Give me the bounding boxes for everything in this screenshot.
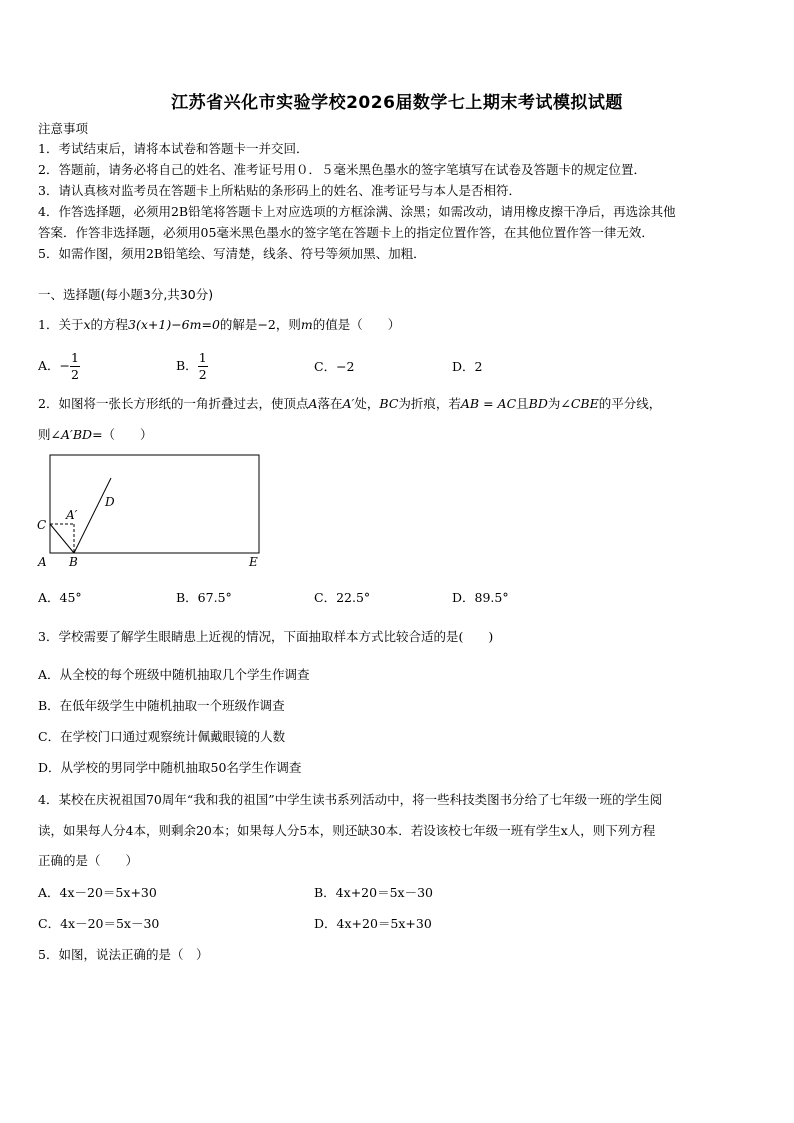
q2-text: 2．如图将一张长方形纸的一角折叠过去，使顶点 xyxy=(38,396,309,411)
q1-text: 的值是（ ） xyxy=(312,317,401,332)
q3-option-b: B．在低年级学生中随机抽取一个班级作调查 xyxy=(38,698,285,713)
question-5-stem: 5．如图，说法正确的是（ ） xyxy=(38,947,209,962)
q1-option-d: D．2 xyxy=(452,359,483,374)
option-label: B． xyxy=(176,358,198,373)
fraction xyxy=(198,350,208,383)
notice-item: 答案．作答非选择题，必须用05毫米黑色墨水的签字笔在答题卡上的指定位置作答，在其他位置作答一律无效． xyxy=(38,225,654,240)
question-2-stem-line2 xyxy=(38,427,153,443)
section-heading: 一、选择题(每小题3分,共30分) xyxy=(38,287,214,302)
q1-equation: 3(x+1)−6m=0 xyxy=(128,317,220,332)
q2-angle: ∠CBE xyxy=(560,396,599,411)
q1-text: 的方程 xyxy=(90,317,129,332)
q1-text: 的解是 xyxy=(219,317,258,332)
q1-solution: −2 xyxy=(257,317,276,332)
q1-var: m xyxy=(300,317,313,332)
notice-item: 5．如需作图，须用2B铅笔绘、写清楚，线条、符号等须加黑、加粗． xyxy=(38,246,426,261)
q4-option-b: B．4x+20＝5x－30 xyxy=(314,885,433,900)
q2-text: 则 xyxy=(38,427,51,442)
q2-condition: AB = AC xyxy=(460,396,517,411)
label-a-prime: A′ xyxy=(66,508,78,522)
q2-option-d: D．89.5° xyxy=(452,590,509,605)
q1-option-c: C．−2 xyxy=(314,359,355,374)
q2-point: A′ xyxy=(342,396,355,411)
numerator: 1 xyxy=(198,350,207,365)
label-b: B xyxy=(69,555,78,569)
q4-option-c: C．4x－20＝5x－30 xyxy=(38,916,160,931)
q2-text: =（ ） xyxy=(92,427,153,442)
q2-text: 处， xyxy=(354,396,380,411)
label-e: E xyxy=(249,555,258,569)
bisector-bd xyxy=(74,478,111,553)
minus-sign: − xyxy=(59,358,71,373)
question-4-stem-line3: 正确的是（ ） xyxy=(38,853,139,868)
q2-option-a: A．45° xyxy=(38,590,82,605)
q1-var: x xyxy=(83,317,91,332)
q1-text: 1．关于 xyxy=(38,317,84,332)
denominator: 2 xyxy=(71,367,79,382)
page-title: 江苏省兴化市实验学校2026届数学七上期末考试模拟试题 xyxy=(171,93,623,113)
label-d: D xyxy=(105,495,115,509)
denominator: 2 xyxy=(198,367,207,382)
q2-text: 落在 xyxy=(317,396,343,411)
q2-text: 为折痕，若 xyxy=(398,396,461,411)
q3-option-d: D．从学校的男同学中随机抽取50名学生作调查 xyxy=(38,760,302,775)
notice-item: 4．作答选择题，必须用2B铅笔将答题卡上对应选项的方框涂满、涂黑；如需改动，请用橡皮擦干净后，再选涂其他 xyxy=(38,204,676,219)
q2-angle: ∠A′BD xyxy=(50,427,93,442)
q4-option-a: A．4x－20＝5x+30 xyxy=(38,885,157,900)
q2-text: 为 xyxy=(547,396,561,411)
notice-item: 3．请认真核对监考员在答题卡上所粘贴的条形码上的姓名、准考证号与本人是否相符． xyxy=(38,183,521,198)
question-1-stem xyxy=(38,317,400,333)
question-4-stem: 4．某校在庆祝祖国70周年“我和我的祖国”中学生读书系列活动中，将一些科技类图书分给了七年级一班的学生阅 xyxy=(38,792,663,807)
q1-option-a xyxy=(38,350,80,383)
q3-option-a: A．从全校的每个班级中随机抽取几个学生作调查 xyxy=(38,667,310,682)
q2-point: A xyxy=(308,396,318,411)
fraction xyxy=(70,350,80,383)
question-4-stem-line2: 读，如果每人分4本，则剩余20本；如果每人分5本，则还缺30本．若设该校七年级一班有学生x人，则下列方程 xyxy=(38,823,656,838)
label-a: A xyxy=(38,555,47,569)
notice-item: 1．考试结束后，请将本试卷和答题卡一并交回． xyxy=(38,141,309,156)
question-2-stem xyxy=(38,396,661,412)
q4-option-d: D．4x+20＝5x+30 xyxy=(314,916,432,931)
q2-figure xyxy=(30,448,270,574)
q2-option-b: B．67.5° xyxy=(176,590,232,605)
notice-heading: 注意事项 xyxy=(38,121,89,136)
question-3-stem: 3．学校需要了解学生眼睛患上近视的情况，下面抽取样本方式比较合适的是( ) xyxy=(38,629,494,644)
q1-text: ，则 xyxy=(275,317,301,332)
q2-segment: BC xyxy=(379,396,399,411)
q3-option-c: C．在学校门口通过观察统计佩戴眼镜的人数 xyxy=(38,729,286,744)
q2-option-c: C．22.5° xyxy=(314,590,371,605)
q2-text: 且 xyxy=(516,396,529,411)
q2-segment: BD xyxy=(528,396,548,411)
numerator: 1 xyxy=(71,350,79,365)
notice-item: 2．答题前，请务必将自己的姓名、准考证号用０．５毫米黑色墨水的签字笔填写在试卷及答题卡的规定位置． xyxy=(38,162,646,177)
label-c: C xyxy=(37,518,47,532)
option-label: A． xyxy=(38,358,60,373)
fold-crease-bc xyxy=(50,524,74,553)
q1-option-b xyxy=(176,350,208,383)
q2-text: 的平分线， xyxy=(598,396,662,411)
